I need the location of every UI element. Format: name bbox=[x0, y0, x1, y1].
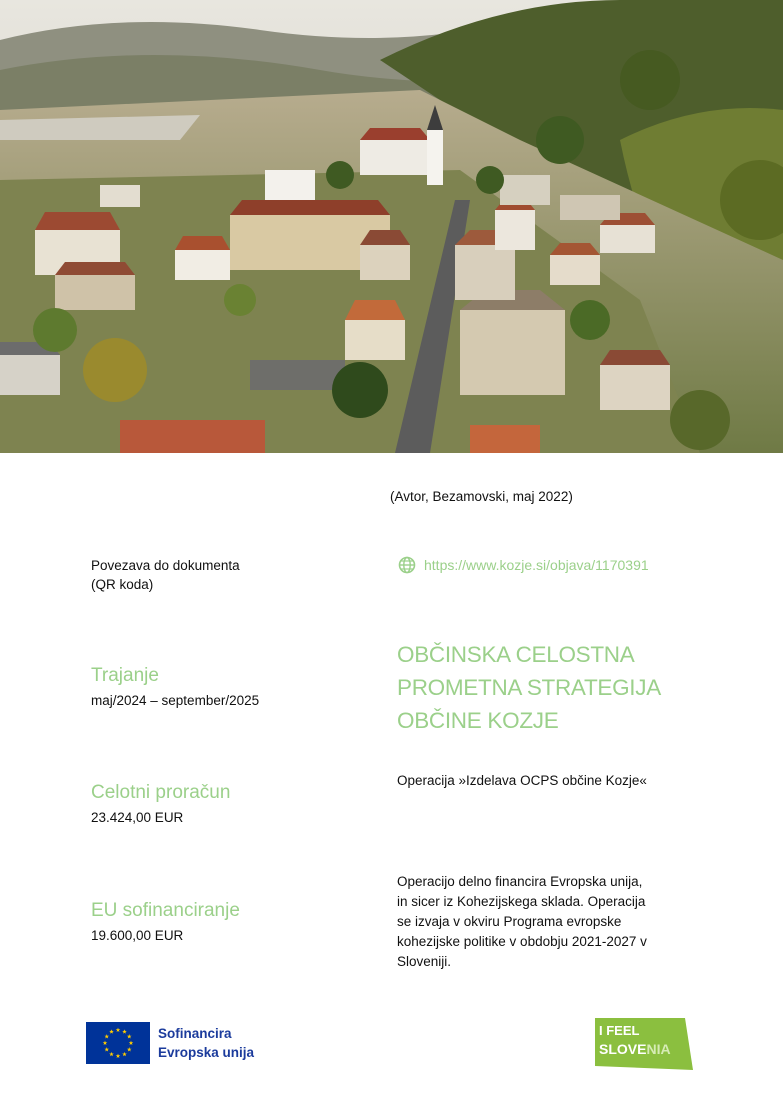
page-title bbox=[397, 638, 737, 737]
document-url[interactable]: https://www.kozje.si/objava/1170391 bbox=[424, 557, 649, 573]
duration-label: Trajanje bbox=[91, 665, 159, 686]
duration-value: maj/2024 – september/2025 bbox=[91, 693, 260, 708]
description-line2: in sicer iz Kohezijskega sklada. Operacija bbox=[397, 894, 646, 909]
ifs-line2b: NIA bbox=[646, 1041, 671, 1057]
village-aerial-illustration bbox=[0, 0, 783, 453]
i-feel-slovenia-logo bbox=[595, 1018, 693, 1075]
title-line2: PROMETNA STRATEGIJA bbox=[397, 675, 661, 700]
qr-label-line1: Povezava do dokumenta bbox=[91, 558, 240, 573]
title-line3: OBČINE KOZJE bbox=[397, 708, 559, 733]
description-line4: kohezijske politike v obdobju 2021-2027 v bbox=[397, 934, 647, 949]
eu-logo-line1: Sofinancira bbox=[158, 1026, 232, 1041]
description-line1: Operacijo delno financira Evropska unija, bbox=[397, 874, 643, 889]
operation-name: Operacija »Izdelava OCPS občine Kozje« bbox=[397, 773, 647, 788]
document-link[interactable] bbox=[398, 556, 649, 574]
funding-description bbox=[397, 872, 697, 972]
budget-label: Celotni proračun bbox=[91, 782, 231, 803]
ifs-line2a: SLOVE bbox=[599, 1041, 647, 1057]
qr-code-label bbox=[91, 556, 291, 594]
eu-cofinancing-value: 19.600,00 EUR bbox=[91, 928, 184, 943]
title-line1: OBČINSKA CELOSTNA bbox=[397, 642, 635, 667]
duration-block bbox=[91, 665, 259, 708]
budget-value: 23.424,00 EUR bbox=[91, 810, 184, 825]
description-line5: Sloveniji. bbox=[397, 954, 452, 969]
qr-label-line2: (QR koda) bbox=[91, 577, 154, 592]
ifs-line1: I FEEL bbox=[599, 1023, 640, 1038]
svg-text:SLOVENIA bbox=[599, 1041, 671, 1057]
budget-block bbox=[91, 782, 230, 825]
eu-flag-icon bbox=[86, 1022, 150, 1064]
eu-cofinancing-block bbox=[91, 900, 240, 943]
hero-photo bbox=[0, 0, 783, 453]
eu-cofinancing-label: EU sofinanciranje bbox=[91, 900, 240, 921]
description-line3: se izvaja v okviru Programa evropske bbox=[397, 914, 622, 929]
globe-icon bbox=[398, 556, 416, 574]
photo-caption: (Avtor, Bezamovski, maj 2022) bbox=[390, 489, 573, 504]
eu-logo-text bbox=[158, 1024, 254, 1062]
eu-logo-line2: Evropska unija bbox=[158, 1045, 255, 1060]
eu-cofunded-logo bbox=[86, 1022, 254, 1064]
